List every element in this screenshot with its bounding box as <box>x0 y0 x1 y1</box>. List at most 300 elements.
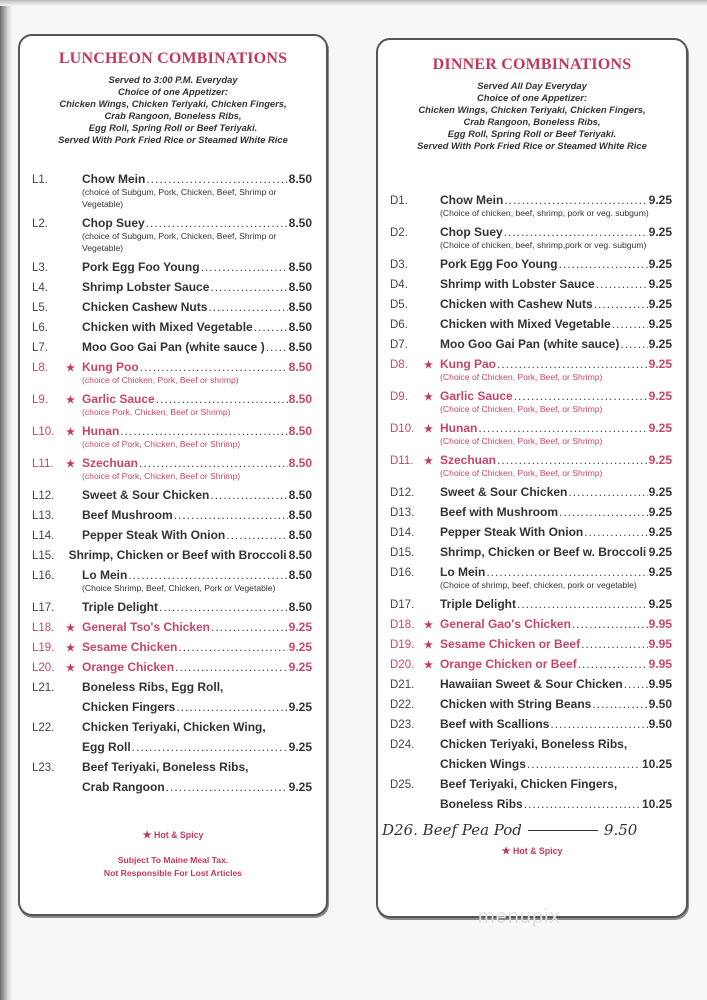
item-choice-note: (Choice of chicken, beef, shrimp,pork or veg. subgum) <box>440 240 647 250</box>
dot-leader <box>517 594 648 614</box>
item-choice-note: (choice of Subgum, Pork, Chicken, Beef, Shrimp or Vegetable) <box>82 231 277 253</box>
item-name: General Gao's Chicken <box>440 617 571 631</box>
item-code: L6. <box>32 322 48 334</box>
item-code: D19. <box>390 639 415 651</box>
item-price: 8.50 <box>288 424 312 438</box>
item-code: D23. <box>390 719 415 731</box>
menu-item-row <box>20 277 326 297</box>
item-code: D12. <box>390 487 415 499</box>
item-name: Chicken with Cashew Nuts <box>440 297 593 311</box>
intro-line: Served to 3:00 P.M. Everyday <box>108 74 238 85</box>
menu-item <box>20 277 326 297</box>
item-price: 8.50 <box>288 280 312 294</box>
intro-line: Egg Roll, Spring Roll or Beef Teriyaki. <box>88 122 258 133</box>
dinner-item-list <box>378 190 686 844</box>
star-icon: ★ <box>142 830 152 841</box>
item-name: Hawaiian Sweet & Sour Chicken <box>440 677 623 691</box>
item-name: Beef Teriyaki, Boneless Ribs, <box>82 760 249 774</box>
item-name: Chicken with Mixed Vegetable <box>82 320 253 334</box>
intro-line: Chicken Wings, Chicken Teriyaki, Chicken Fingers, <box>59 98 287 109</box>
intro-line: Choice of one Appetizer: <box>117 86 229 97</box>
menu-item <box>20 565 326 594</box>
item-price: 9.25 <box>648 545 672 559</box>
item-choice-note: (Choice of Chicken, Pork, Beef, or Shrimp) <box>440 436 603 446</box>
item-price: 9.95 <box>648 657 672 671</box>
item-name: Pork Egg Foo Young <box>440 257 558 271</box>
menu-item <box>378 562 686 591</box>
item-price: 9.25 <box>648 297 672 311</box>
menu-item <box>20 485 326 505</box>
menu-item <box>20 717 326 757</box>
hot-spicy-legend <box>378 846 686 857</box>
item-name-continued: Crab Rangoon <box>82 780 165 794</box>
menu-item <box>20 257 326 277</box>
star-icon: ★ <box>501 846 511 857</box>
spicy-star-icon: ★ <box>66 459 75 470</box>
menu-item <box>20 453 326 482</box>
spicy-star-icon: ★ <box>424 660 433 671</box>
item-name: Hunan <box>82 424 120 438</box>
item-code: L8. <box>32 362 48 374</box>
item-choice-note: (Choice of Chicken, Pork, Beef, or Shrimp) <box>440 468 603 478</box>
luncheon-panel <box>18 34 328 916</box>
menu-item-row-continued <box>378 754 686 774</box>
item-price: 9.25 <box>648 485 672 499</box>
item-code: D21. <box>390 679 415 691</box>
item-code: L11. <box>32 458 54 470</box>
menu-item <box>378 614 686 634</box>
item-code: D11. <box>390 455 414 467</box>
menu-item-row <box>378 654 686 674</box>
menu-item-row <box>378 594 686 614</box>
item-code: D5. <box>390 299 408 311</box>
menu-item-row <box>378 634 686 654</box>
menu-item-row <box>20 505 326 525</box>
menu-item-row <box>20 297 326 317</box>
item-price: 8.50 <box>288 600 312 614</box>
item-name: Shrimp, Chicken or Beef w. Broccoli <box>440 545 647 559</box>
menu-item <box>378 714 686 734</box>
menu-item <box>20 597 326 617</box>
item-name: Garlic Sauce <box>440 389 513 403</box>
item-choice-note: (choice of Pork, Chicken, Beef or Shrimp) <box>82 439 241 449</box>
item-name: Chicken Teriyaki, Chicken Wing, <box>82 720 266 734</box>
item-name: Chop Suey <box>440 225 503 239</box>
spicy-star-icon: ★ <box>424 640 433 651</box>
item-price: 8.50 <box>288 548 312 562</box>
menu-item <box>378 450 686 479</box>
menu-item-row <box>20 717 326 737</box>
menu-item-row <box>20 545 326 565</box>
item-price: 8.50 <box>288 528 312 542</box>
menu-item <box>378 634 686 654</box>
dot-leader <box>175 657 288 677</box>
scan-top-edge <box>0 0 707 6</box>
item-code: D8. <box>390 359 408 371</box>
menu-item <box>378 334 686 354</box>
spicy-star-icon: ★ <box>66 363 75 374</box>
item-price: 9.25 <box>288 660 312 674</box>
item-price: 8.50 <box>288 508 312 522</box>
intro-line: Egg Roll, Spring Roll or Beef Teriyaki. <box>447 128 617 139</box>
item-choice-note: (choice of Subgum, Pork, Chicken, Beef, Shrimp or Vegetable) <box>82 187 277 209</box>
item-price: 9.50 <box>603 821 638 839</box>
menu-item-row <box>20 617 326 637</box>
dot-leader <box>176 697 287 717</box>
item-name: Beef with Scallions <box>440 717 550 731</box>
item-code: L12. <box>32 490 55 502</box>
item-price: 9.25 <box>648 317 672 331</box>
menu-item-row <box>378 294 686 314</box>
menu-item <box>378 674 686 694</box>
menu-item <box>20 637 326 657</box>
menu-item <box>378 522 686 542</box>
item-name-continued: Boneless Ribs <box>440 797 523 811</box>
luncheon-footer <box>20 854 326 880</box>
menu-item-row <box>378 254 686 274</box>
spicy-star-icon: ★ <box>66 643 75 654</box>
legend-label: Hot & Spicy <box>513 846 563 856</box>
item-code: D26. <box>382 821 418 839</box>
menu-item <box>20 213 326 254</box>
item-name: Chow Mein <box>82 172 146 186</box>
item-name-continued: Egg Roll <box>82 740 131 754</box>
item-name: Beef Pea Pod <box>422 821 522 839</box>
scan-edge <box>0 0 12 1000</box>
item-code: D2. <box>390 227 408 239</box>
item-price: 9.25 <box>288 700 312 714</box>
item-code: D13. <box>390 507 415 519</box>
menu-item-row <box>20 757 326 777</box>
menu-item <box>20 389 326 418</box>
item-code: L2. <box>32 218 48 230</box>
dot-leader <box>578 654 648 674</box>
item-price: 9.25 <box>648 389 672 403</box>
menu-item-row <box>20 525 326 545</box>
item-price: 9.95 <box>648 677 672 691</box>
item-code: D1. <box>390 195 408 207</box>
item-choice-note: (Choice Shrimp, Beef, Chicken, Pork or Vegetable) <box>82 583 276 593</box>
item-price: 9.50 <box>648 717 672 731</box>
menu-item-row-continued <box>20 697 326 717</box>
menu-item-row <box>378 734 686 754</box>
item-name: Shrimp, Chicken or Beef with Broccoli <box>68 548 287 562</box>
item-price: 9.25 <box>288 780 312 794</box>
item-name: Sesame Chicken <box>82 640 178 654</box>
dot-leader <box>208 297 287 317</box>
item-name: Szechuan <box>82 456 139 470</box>
item-price: 9.25 <box>648 565 672 579</box>
item-price: 9.25 <box>288 740 312 754</box>
lost-articles-notice: Not Responsible For Lost Articles <box>103 868 243 878</box>
dot-leader <box>559 502 648 522</box>
item-price: 9.25 <box>648 505 672 519</box>
dot-leader <box>572 614 648 634</box>
menu-item <box>378 694 686 714</box>
item-code: D4. <box>390 279 408 291</box>
item-price: 9.95 <box>648 617 672 631</box>
item-price: 8.50 <box>288 340 312 354</box>
item-name: Beef Mushroom <box>82 508 173 522</box>
item-code: D16. <box>390 567 415 579</box>
dot-leader <box>620 334 647 354</box>
item-name: Sweet & Sour Chicken <box>440 485 568 499</box>
dot-leader <box>201 257 288 277</box>
menu-item-row <box>378 482 686 502</box>
item-name: Shrimp with Lobster Sauce <box>440 277 595 291</box>
item-price: 10.25 <box>641 757 672 771</box>
item-choice-note: (choice of Pork, Chicken, Beef or Shrimp) <box>82 471 241 481</box>
item-name: Pepper Steak With Onion <box>440 525 584 539</box>
item-price: 8.50 <box>288 488 312 502</box>
menu-item-row <box>378 274 686 294</box>
menu-item <box>378 542 686 562</box>
item-price: 9.25 <box>648 525 672 539</box>
dot-leader <box>211 617 288 637</box>
menu-item-row <box>378 314 686 334</box>
menu-item-row-continued <box>20 777 326 797</box>
item-code: D17. <box>390 599 415 611</box>
dot-leader <box>624 674 648 694</box>
menu-item-row <box>20 677 326 697</box>
dinner-title: DINNER COMBINATIONS <box>432 56 632 73</box>
item-name: Garlic Sauce <box>82 392 155 406</box>
item-price: 9.25 <box>648 277 672 291</box>
menu-item <box>378 482 686 502</box>
item-name: Pork Egg Foo Young <box>82 260 200 274</box>
item-code: L19. <box>32 642 55 654</box>
item-code: L17. <box>32 602 55 614</box>
luncheon-item-list <box>20 169 326 797</box>
item-name: Lo Mein <box>440 565 486 579</box>
menu-item <box>20 617 326 637</box>
item-code: D24. <box>390 739 415 751</box>
intro-line: Served With Pork Fried Rice or Steamed White Rice <box>417 140 647 151</box>
item-code: D20. <box>390 659 415 671</box>
item-name: Sesame Chicken or Beef <box>440 637 581 651</box>
item-name: Shrimp Lobster Sauce <box>82 280 210 294</box>
menu-item-row-continued <box>378 794 686 814</box>
menu-item <box>378 386 686 415</box>
spicy-star-icon: ★ <box>66 623 75 634</box>
item-code: L20. <box>32 662 55 674</box>
item-choice-note: (Choice of chicken, beef, shrimp, pork or veg. subgum) <box>440 208 649 218</box>
item-price: 9.25 <box>648 193 672 207</box>
item-code: D22. <box>390 699 415 711</box>
spicy-star-icon: ★ <box>424 620 433 631</box>
tax-notice: Subject To Maine Meal Tax. <box>117 855 229 865</box>
dot-leader <box>524 794 641 814</box>
menu-item-row <box>20 637 326 657</box>
item-choice-note: (choice Pork, Chicken, Beef or Shrimp) <box>82 407 231 417</box>
item-price: 9.25 <box>648 225 672 239</box>
item-code: D14. <box>390 527 415 539</box>
menu-item <box>20 317 326 337</box>
item-code: D6. <box>390 319 408 331</box>
menu-item <box>378 294 686 314</box>
item-price: 8.50 <box>288 172 312 186</box>
item-name: Moo Goo Gai Pan (white sauce) <box>440 337 620 351</box>
item-price: 8.50 <box>288 300 312 314</box>
menu-item <box>378 654 686 674</box>
item-code: L21. <box>32 682 55 694</box>
intro-line: Choice of one Appetizer: <box>476 92 588 103</box>
item-price: 9.95 <box>648 637 672 651</box>
dot-leader <box>178 637 287 657</box>
dot-leader <box>568 482 647 502</box>
item-code: L1. <box>32 174 48 186</box>
item-price: 8.50 <box>288 360 312 374</box>
item-choice-note: (Choice of Chicken, Pork, Beef, or Shrimp) <box>440 404 603 414</box>
item-name: Chicken Cashew Nuts <box>82 300 208 314</box>
intro-line: Chicken Wings, Chicken Teriyaki, Chicken Fingers, <box>418 104 646 115</box>
item-name: Chop Suey <box>82 216 145 230</box>
intro-line: Crab Rangoon, Boneless Ribs, <box>104 110 242 121</box>
item-name: Triple Delight <box>82 600 159 614</box>
menu-item <box>378 314 686 334</box>
watermark: menupix <box>478 906 561 928</box>
dot-leader <box>612 314 648 334</box>
item-price: 9.25 <box>648 337 672 351</box>
item-code: L5. <box>32 302 48 314</box>
menu-item <box>20 677 326 717</box>
item-code: D9. <box>390 391 408 403</box>
luncheon-title: LUNCHEON COMBINATIONS <box>58 50 288 67</box>
item-name: Boneless Ribs, Egg Roll, <box>82 680 224 694</box>
item-price: 8.50 <box>288 320 312 334</box>
dot-leader <box>596 274 648 294</box>
item-code: D3. <box>390 259 408 271</box>
item-price: 10.25 <box>641 797 672 811</box>
item-name: Lo Mein <box>82 568 128 582</box>
handwritten-leader-line <box>528 830 598 831</box>
spicy-star-icon: ★ <box>424 360 433 371</box>
item-code: L14. <box>32 530 55 542</box>
item-price: 9.25 <box>648 357 672 371</box>
legend-label: Hot & Spicy <box>154 830 204 840</box>
dot-leader <box>210 277 287 297</box>
hot-spicy-legend <box>20 830 326 841</box>
item-code: D7. <box>390 339 408 351</box>
dot-leader <box>266 337 288 357</box>
dot-leader <box>132 737 288 757</box>
menu-item <box>20 169 326 210</box>
menu-item <box>20 757 326 797</box>
item-name: Hunan <box>440 421 478 435</box>
dot-leader <box>581 634 648 654</box>
item-name: Orange Chicken <box>82 660 175 674</box>
menu-item <box>20 297 326 317</box>
menu-item <box>378 254 686 274</box>
menu-item-row-continued <box>20 737 326 757</box>
menu-item-row <box>20 657 326 677</box>
menu-item-row <box>20 597 326 617</box>
item-name: Chicken with String Beans <box>440 697 592 711</box>
menu-item <box>378 222 686 251</box>
menu-item-row <box>378 334 686 354</box>
menu-item <box>20 421 326 450</box>
dot-leader <box>254 317 288 337</box>
menu-item-row <box>378 614 686 634</box>
item-price: 8.50 <box>288 392 312 406</box>
dot-leader <box>592 694 647 714</box>
menu-item <box>20 657 326 677</box>
item-choice-note: (Choice of shrimp, beef, chicken, pork or vegetable) <box>440 580 637 590</box>
item-price: 9.25 <box>288 620 312 634</box>
item-name: Moo Goo Gai Pan (white sauce ) <box>82 340 265 354</box>
item-name: Sweet & Sour Chicken <box>82 488 210 502</box>
dot-leader <box>584 522 647 542</box>
item-code: L10. <box>32 426 55 438</box>
intro-line: Served All Day Everyday <box>477 80 587 91</box>
item-code: L18. <box>32 622 55 634</box>
spicy-star-icon: ★ <box>424 456 433 467</box>
menu-item-row <box>20 485 326 505</box>
item-code: D15. <box>390 547 415 559</box>
spicy-star-icon: ★ <box>66 427 75 438</box>
menu-item-row <box>378 674 686 694</box>
dot-leader <box>159 597 288 617</box>
item-code: D18. <box>390 619 415 631</box>
item-price: 9.50 <box>648 697 672 711</box>
menu-item <box>378 354 686 383</box>
menu-item-row <box>20 337 326 357</box>
menu-item-row <box>20 317 326 337</box>
item-code: L16. <box>32 570 55 582</box>
item-code: L23. <box>32 762 55 774</box>
item-name: Chicken with Mixed Vegetable <box>440 317 611 331</box>
menu-item-row <box>378 714 686 734</box>
luncheon-intro <box>20 74 326 146</box>
item-name: Szechuan <box>440 453 497 467</box>
menu-item-row <box>378 694 686 714</box>
item-price: 9.25 <box>648 421 672 435</box>
dot-leader <box>226 525 287 545</box>
item-price: 9.25 <box>288 640 312 654</box>
intro-line: Crab Rangoon, Boneless Ribs, <box>463 116 601 127</box>
menu-item <box>378 594 686 614</box>
menu-item-row <box>378 774 686 794</box>
dinner-intro <box>378 80 686 152</box>
item-name: Chow Mein <box>440 193 504 207</box>
menu-item-row <box>378 502 686 522</box>
dot-leader <box>166 777 288 797</box>
item-code: L4. <box>32 282 48 294</box>
menu-item-row <box>20 257 326 277</box>
menu-item <box>378 774 686 814</box>
item-name-continued: Chicken Wings <box>440 757 526 771</box>
dot-leader <box>550 714 647 734</box>
item-choice-note: (Choice of Chicken, Pork, Beef, or Shrimp) <box>440 372 603 382</box>
item-code: L9. <box>32 394 48 406</box>
item-code: L13. <box>32 510 55 522</box>
menu-item-row <box>378 542 686 562</box>
menu-item <box>378 502 686 522</box>
menu-item <box>20 357 326 386</box>
item-price: 8.50 <box>288 260 312 274</box>
handwritten-item <box>378 816 686 844</box>
item-price: 8.50 <box>288 568 312 582</box>
spicy-star-icon: ★ <box>66 395 75 406</box>
item-name: Kung Poo <box>82 360 139 374</box>
item-name: Triple Delight <box>440 597 517 611</box>
item-code: L22. <box>32 722 55 734</box>
item-name: Kung Pao <box>440 357 496 371</box>
item-code: D25. <box>390 779 415 791</box>
item-name: Chicken Teriyaki, Boneless Ribs, <box>440 737 628 751</box>
item-code: L7. <box>32 342 48 354</box>
menu-item <box>378 418 686 447</box>
